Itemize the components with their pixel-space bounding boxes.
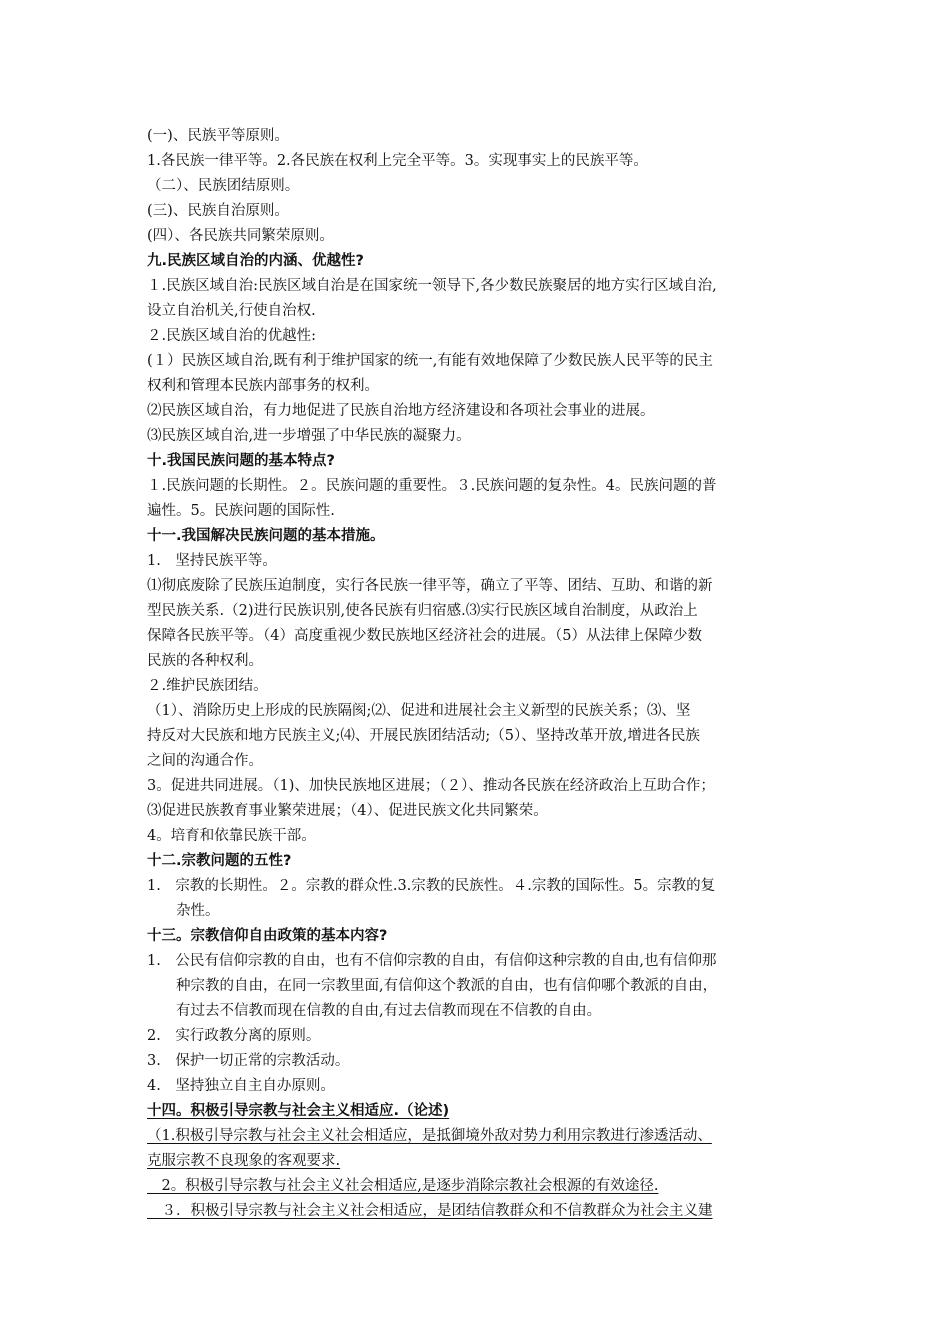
section-heading: 九.民族区域自治的内涵、优越性? — [147, 253, 364, 269]
text-line: (三)、民族自治原则。 — [147, 203, 289, 219]
text-line: (一)、民族平等原则。 — [147, 128, 289, 144]
text-line: ⑶民族区域自治,进一步增强了中华民族的凝聚力。 — [147, 428, 471, 444]
text-line: 1.各民族一律平等。2.各民族在权利上完全平等。3。实现事实上的民族平等。 — [147, 153, 648, 169]
text-line: 之间的沟通合作。 — [147, 753, 263, 769]
section-heading: 十二.宗教问题的五性? — [147, 853, 292, 869]
text-line: 克服宗教不良现象的客观要求. — [147, 1153, 341, 1169]
text-line: １.民族区域自治:民族区域自治是在国家统一领导下,各少数民族聚居的地方实行区域自治, — [147, 278, 717, 294]
text-line: 种宗教的自由，在同一宗教里面,有信仰这个教派的自由，也有信仰哪个教派的自由， — [147, 978, 718, 994]
text-line: 保障各民族平等。（4）高度重视少数民族地区经济社会的进展。（5）从法律上保障少数 — [147, 628, 702, 644]
text-line: (１）民族区域自治,既有利于维护国家的统一,有能有效地保障了少数民族人民平等的民主 — [147, 353, 713, 369]
text-line: (四）、各民族共同繁荣原则。 — [147, 228, 334, 244]
text-line: 1. 坚持民族平等。 — [147, 553, 277, 569]
section-heading: 十三。宗教信仰自由政策的基本内容? — [147, 928, 388, 944]
text-line: 1. 公民有信仰宗教的自由，也有不信仰宗教的自由，有信仰这种宗教的自由,也有信仰那 — [147, 953, 717, 969]
text-line: 遍性。5。民族问题的国际性. — [147, 503, 335, 519]
text-line: 权利和管理本民族内部事务的权利。 — [147, 378, 379, 394]
text-line: ⑴彻底废除了民族压迫制度，实行各民族一律平等，确立了平等、团结、互助、和谐的新 — [147, 578, 713, 594]
text-line: 3. 保护一切正常的宗教活动。 — [147, 1053, 350, 1069]
text-line: （二）、民族团结原则。 — [147, 178, 300, 194]
text-line: １.民族问题的长期性。２。民族问题的重要性。３.民族问题的复杂性。4。民族问题的普 — [147, 478, 717, 494]
text-line: 4. 坚持独立自主自办原则。 — [147, 1078, 335, 1094]
text-line: 2。积极引导宗教与社会主义社会相适应,是逐步消除宗教社会根源的有效途径. — [147, 1178, 659, 1194]
text-line: ３．积极引导宗教与社会主义社会相适应，是团结信教群众和不信教群众为社会主义建 — [147, 1203, 713, 1219]
section-heading: 十四。积极引导宗教与社会主义相适应.（论述) — [147, 1103, 450, 1119]
text-line: 3。促进共同进展。（1)、加快民族地区进展；（２）、推动各民族在经济政治上互助合作； — [147, 778, 715, 794]
text-line: 设立自治机关,行使自治权. — [147, 303, 316, 319]
text-line: ２.维护民族团结。 — [147, 678, 268, 694]
text-line: 2. 实行政教分离的原则。 — [147, 1028, 321, 1044]
text-line: 持反对大民族和地方民族主义;⑷、开展民族团结活动;（5）、坚持改革开放,增进各民族 — [147, 728, 700, 744]
text-line: ２.民族区域自治的优越性: — [147, 328, 316, 344]
text-line: 有过去不信教而现在信教的自由,有过去信教而现在不信教的自由。 — [147, 1003, 602, 1019]
text-line: ⑶促进民族教育事业繁荣进展；（4）、促进民族文化共同繁荣。 — [147, 803, 548, 819]
text-line: 型民族关系.（2)进行民族识别,使各民族有归宿感.⑶实行民族区域自治制度，从政治上 — [147, 603, 698, 619]
text-line: 民族的各种权利。 — [147, 653, 263, 669]
text-line: （1.积极引导宗教与社会主义社会相适应，是抵御境外敌对势力利用宗教进行渗透活动、 — [147, 1128, 712, 1144]
section-heading: 十一.我国解决民族问题的基本措施。 — [147, 528, 385, 544]
section-heading: 十.我国民族问题的基本特点? — [147, 453, 335, 469]
text-line: ⑵民族区域自治，有力地促进了民族自治地方经济建设和各项社会事业的进展。 — [147, 403, 655, 419]
text-line: 杂性。 — [147, 903, 220, 919]
text-line: 1. 宗教的长期性。２。宗教的群众性.3.宗教的民族性。４.宗教的国际性。5。宗教的复 — [147, 878, 716, 894]
text-line: 4。培育和依靠民族干部。 — [147, 828, 316, 844]
text-line: （1）、消除历史上形成的民族隔阂;⑵、促进和进展社会主义新型的民族关系；⑶、坚 — [147, 703, 691, 719]
